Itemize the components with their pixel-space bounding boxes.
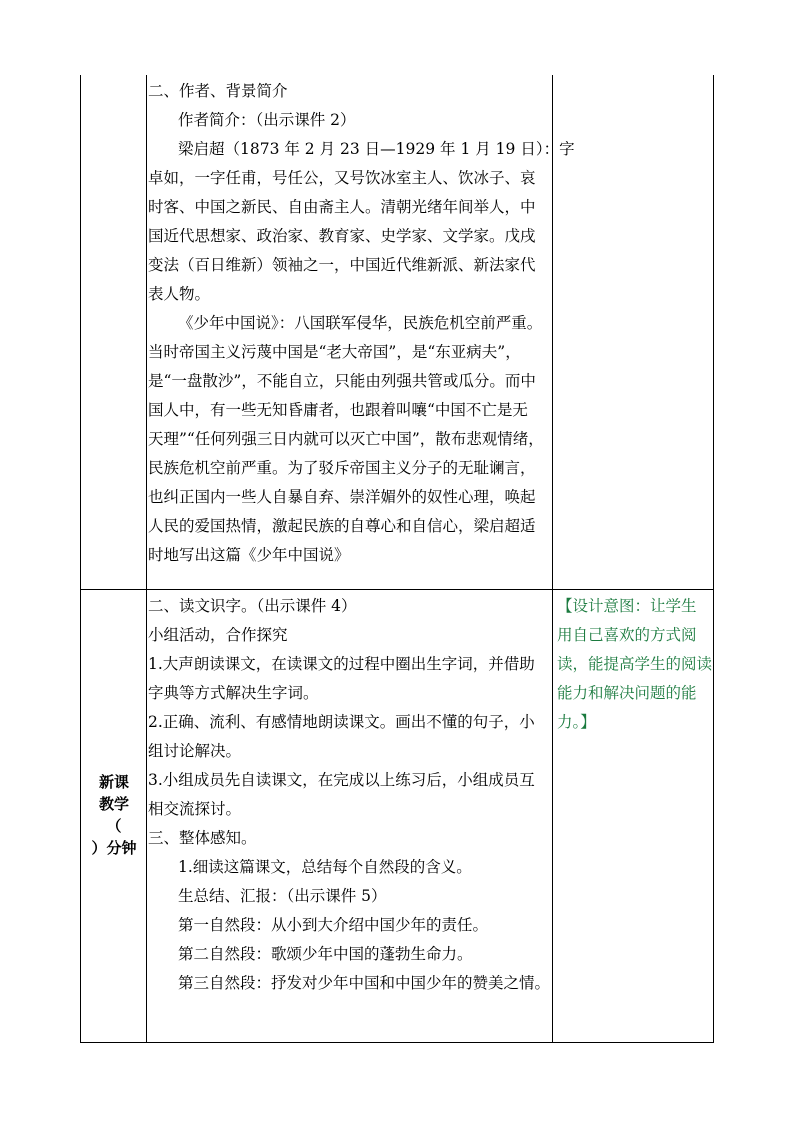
text-line: 1.大声朗读课文，在读课文的过程中圈出生字词，并借助 <box>148 655 535 673</box>
author-background-section <box>148 77 575 570</box>
text-line: 第一自然段：从小到大介绍中国少年的责任。 <box>178 916 489 934</box>
section-label-new-lesson <box>81 771 147 859</box>
section-label-line: ）分钟 <box>91 839 137 857</box>
section-label-line: （ <box>106 817 122 835</box>
text-line: 天理”“任何列强三日内就可以灭亡中国”，散布悲观情绪， <box>148 430 544 448</box>
text-line: 时客、中国之新民、自由斋主人。清朝光绪年间举人，中 <box>148 198 536 216</box>
design-note-line: 力。】 <box>557 713 596 731</box>
text-line: 梁启超（1873 年 2 月 23 日—1929 年 1 月 19 日）：字 <box>178 140 575 158</box>
text-line: 变法（百日维新）领袖之一，中国近代维新派、新法家代 <box>148 256 536 274</box>
text-line: 是“一盘散沙”，不能自立，只能由列强共管或瓜分。而中 <box>148 372 536 390</box>
text-line: 也纠正国内一些人自暴自弃、崇洋媚外的奴性心理，唤起 <box>148 488 536 506</box>
text-line: 3.小组成员先自读课文，在完成以上练习后，小组成员互 <box>148 771 535 789</box>
text-line: 国人中，有一些无知昏庸者，也跟着叫嚷“中国不亡是无 <box>148 401 528 419</box>
column-divider <box>552 75 553 1042</box>
design-note-line: 读，能提高学生的阅读 <box>557 655 713 673</box>
reading-section <box>148 592 552 998</box>
text-line: 小组活动，合作探究 <box>148 626 288 644</box>
row-divider <box>81 589 713 590</box>
section-label-line: 新课 <box>98 773 129 791</box>
lesson-plan-table <box>80 75 714 1043</box>
text-line: 2.正确、流利、有感情地朗读课文。画出不懂的句子，小 <box>148 713 535 731</box>
column-divider <box>146 75 147 1042</box>
text-line: 《少年中国说》：八国联军侵华，民族危机空前严重。 <box>178 314 543 332</box>
text-line: 生总结、汇报：（出示课件 5） <box>178 887 387 905</box>
design-note-line: 【设计意图：让学生 <box>557 597 697 615</box>
text-line: 三、整体感知。 <box>148 829 257 847</box>
text-line: 时地写出这篇《少年中国说》 <box>148 546 350 564</box>
text-line: 第三自然段：抒发对少年中国和中国少年的赞美之情。 <box>178 974 551 992</box>
design-intent-note <box>557 592 713 737</box>
text-line: 民族危机空前严重。为了驳斥帝国主义分子的无耻谰言， <box>148 459 536 477</box>
text-line: 当时帝国主义污蔑中国是“老大帝国”，是“东亚病夫”， <box>148 343 521 361</box>
design-note-line: 能力和解决问题的能 <box>557 684 697 702</box>
text-line: 卓如，一字任甫，号任公，又号饮冰室主人、饮冰子、哀 <box>148 169 536 187</box>
design-note-line: 用自己喜欢的方式阅 <box>557 626 697 644</box>
text-line: 相交流探讨。 <box>148 800 242 818</box>
text-line: 第二自然段：歌颂少年中国的蓬勃生命力。 <box>178 945 473 963</box>
text-line: 1.细读这篇课文，总结每个自然段的含义。 <box>178 858 472 876</box>
section-label-line: 教学 <box>98 795 129 813</box>
text-line: 人民的爱国热情，激起民族的自尊心和自信心，梁启超适 <box>148 517 536 535</box>
text-line: 二、作者、背景简介 <box>148 82 288 100</box>
text-line: 组讨论解决。 <box>148 742 242 760</box>
text-line: 国近代思想家、政治家、教育家、史学家、文学家。戊戌 <box>148 227 536 245</box>
text-line: 表人物。 <box>148 285 211 303</box>
text-line: 作者简介：（出示课件 2） <box>178 111 356 129</box>
text-line: 字典等方式解决生字词。 <box>148 684 319 702</box>
text-line: 二、读文识字。（出示课件 4） <box>148 597 357 615</box>
